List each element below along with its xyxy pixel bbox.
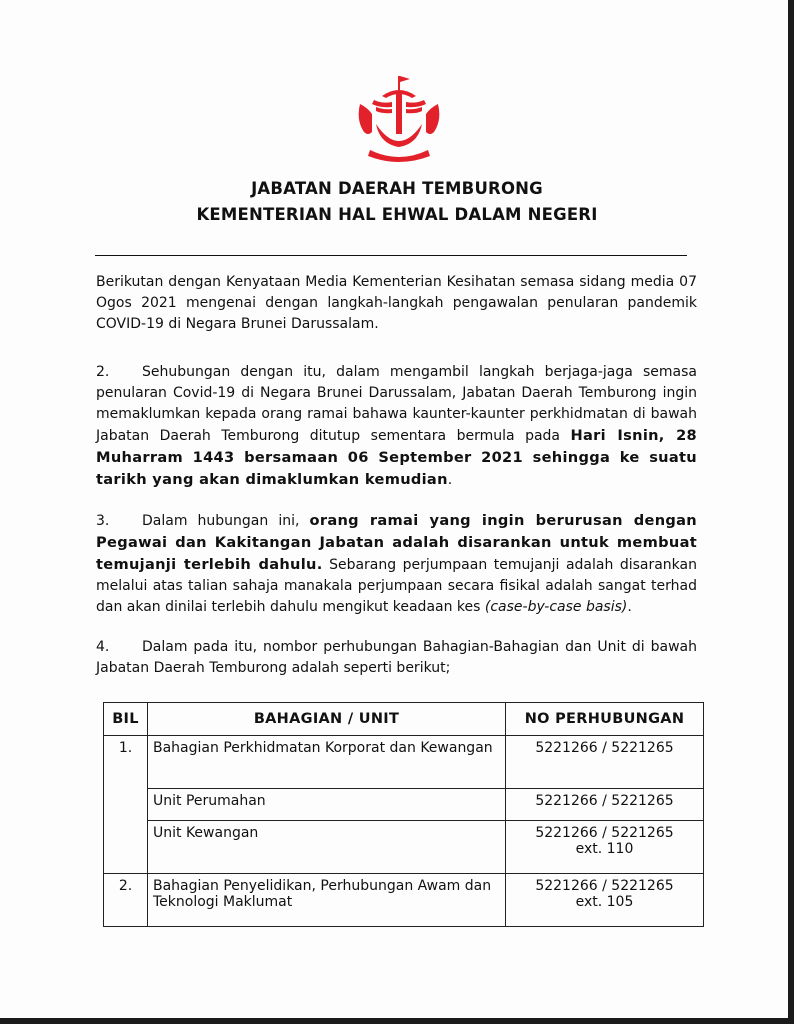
cell-bil: 2.	[104, 874, 148, 927]
ministry-title: KEMENTERIAN HAL EHWAL DALAM NEGERI	[196, 205, 598, 224]
paragraph-number: 2.	[96, 364, 110, 380]
cell-unit: Bahagian Perkhidmatan Korporat dan Kewangan	[148, 736, 506, 789]
cell-unit: Unit Perumahan	[148, 789, 506, 821]
table-header-row	[104, 703, 704, 736]
paragraph-text: Dalam pada itu, nombor perhubungan Bahagian-Bahagian dan Unit di bawah Jabatan Daerah Temburong adalah seperti berikut;	[96, 639, 697, 676]
paragraph-end: .	[447, 472, 453, 488]
paragraph-4	[96, 637, 697, 679]
table-row	[104, 821, 704, 874]
paragraph-italic-text: (case-by-case basis)	[484, 599, 628, 615]
paragraph-1: Berikutan dengan Kenyataan Media Kementerian Kesihatan semasa sidang media 07 Ogos 2021 mengenai dengan langkah-langkah pengawalan penularan pandemik COVID-19 di Negara Brunei Darussalam.	[96, 274, 697, 332]
phone-ext: ext. 105	[575, 894, 634, 910]
paragraph-2	[96, 362, 697, 491]
header-divider	[95, 255, 687, 256]
table-row	[104, 874, 704, 927]
brunei-crest-logo	[352, 74, 446, 162]
cell-phone	[506, 736, 704, 789]
paragraph-text: Sehubungan dengan itu, dalam mengambil langkah berjaga-jaga semasa penularan Covid-19 di Negara Brunei Darussalam, Jabatan Daerah Temburong ingin memaklumkan kepada orang ramai bahawa kaunter-kaunter perkhidmatan di bawah Jabatan Daerah Temburong ditutup sementara bermula pada	[96, 364, 697, 444]
header-unit: BAHAGIAN / UNIT	[148, 703, 506, 736]
paragraph-3	[96, 510, 697, 618]
table-row	[104, 736, 704, 789]
paragraph-text-2: Sebarang perjumpaan temujanji adalah disarankan melalui atas talian sahaja manakala perjumpaan secara fisikal adalah sangat terhad dan akan dinilai terlebih dahulu mengikut keadaan kes	[96, 557, 697, 615]
cell-phone	[506, 821, 704, 874]
phone-number: 5221266 / 5221265	[535, 878, 674, 894]
header-bil: BIL	[104, 703, 148, 736]
paragraph-text: Dalam hubungan ini,	[142, 513, 310, 529]
phone-number: 5221266 / 5221265	[535, 825, 674, 841]
cell-bil: 1.	[104, 736, 148, 789]
cell-bil	[104, 821, 148, 874]
contact-table	[103, 702, 704, 927]
paragraph-end: .	[627, 599, 632, 615]
cell-phone	[506, 789, 704, 821]
cell-unit: Bahagian Penyelidikan, Perhubungan Awam dan Teknologi Maklumat	[148, 874, 506, 927]
cell-bil	[104, 789, 148, 821]
phone-number: 5221266 / 5221265	[535, 793, 674, 809]
paragraph-number: 3.	[96, 513, 110, 529]
phone-number: 5221266 / 5221265	[535, 740, 674, 756]
paragraph-bold-text: orang ramai yang ingin berurusan dengan Pegawai dan Kakitangan Jabatan adalah disarankan untuk membuat temujanji terlebih dahulu.	[96, 512, 697, 573]
cell-phone	[506, 874, 704, 927]
table-row	[104, 789, 704, 821]
department-title: JABATAN DAERAH TEMBURONG	[251, 179, 543, 198]
phone-ext: ext. 110	[575, 841, 634, 857]
header-phone: NO PERHUBUNGAN	[506, 703, 704, 736]
paragraph-number: 4.	[96, 639, 110, 655]
paragraph-bold-text: Hari Isnin, 28 Muharram 1443 bersamaan 06 September 2021 sehingga ke suatu tarikh yang akan dimaklumkan kemudian	[96, 427, 697, 488]
cell-unit: Unit Kewangan	[148, 821, 506, 874]
